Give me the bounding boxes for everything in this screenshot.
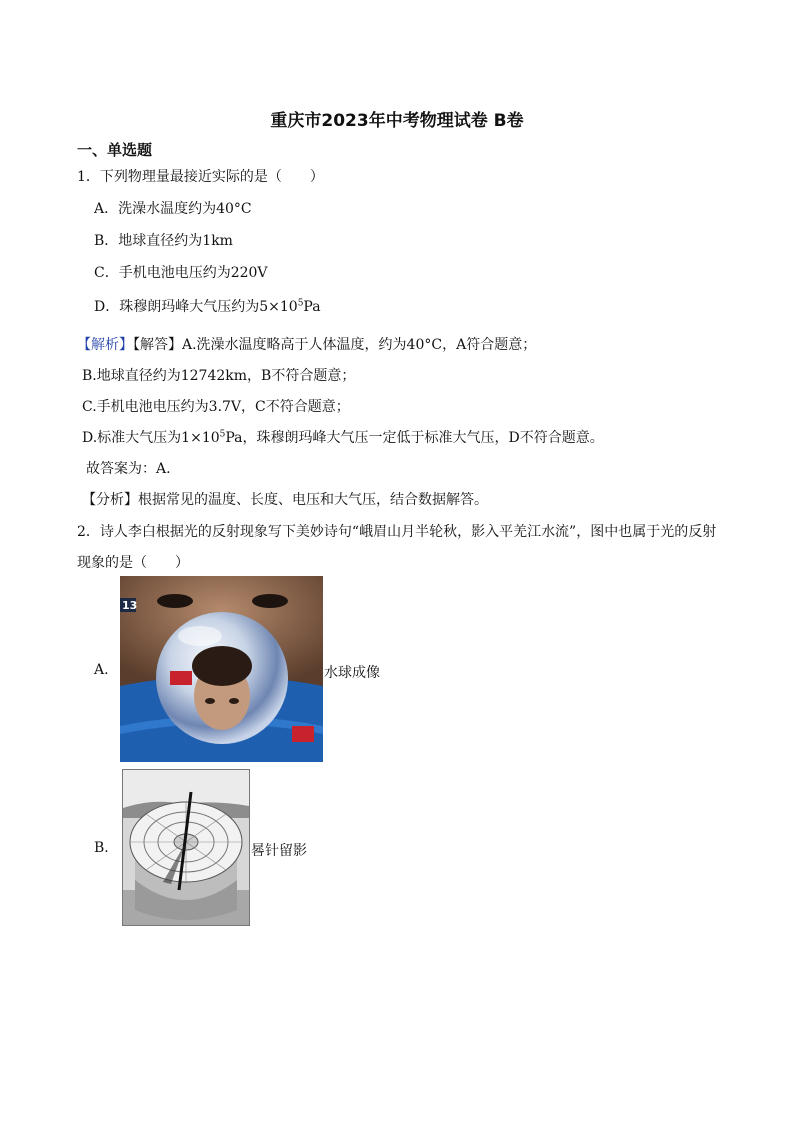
q1-fenxi: 【分析】根据常见的温度、长度、电压和大气压，结合数据解答。: [82, 492, 488, 508]
q1-option-c: C．手机电池电压约为220V: [94, 265, 268, 281]
analysis-text: 【解答】A.洗澡水温度略高于人体温度，约为40°C，A符合题意；: [133, 337, 537, 353]
q1-analysis-line-1: [77, 334, 536, 354]
analysis-line-4-exponent: 5: [219, 429, 226, 440]
section-heading: 一、单选题: [77, 141, 153, 159]
q1-option-b: B．地球直径约为1km: [94, 233, 233, 249]
q1-option-d-unit: Pa: [303, 299, 321, 315]
question-2-stem-line-1: 2．诗人李白根据光的反射现象写下美妙诗句“峨眉山月半轮秋，影入平羌江水流”，图中也属于光的反射: [77, 524, 717, 540]
q2-option-b-letter: B.: [94, 840, 109, 856]
water-ball-photo: [120, 576, 323, 762]
q2-option-b-caption: 晷针留影: [251, 843, 307, 859]
q1-analysis-line-2: B.地球直径约为12742km，B不符合题意；: [82, 368, 356, 384]
question-1-stem: 1．下列物理量最接近实际的是（ ）: [77, 169, 324, 185]
q2-option-a-letter: A.: [94, 662, 109, 678]
photo-badge: 13: [122, 599, 138, 612]
analysis-line-4-text: D.标准大气压为1×10: [82, 430, 220, 446]
q1-option-a: A．洗澡水温度约为40°C: [94, 201, 252, 217]
q1-option-d: [94, 296, 321, 316]
sundial-image: [123, 770, 249, 925]
analysis-line-4-rest: Pa，珠穆朗玛峰大气压一定低于标准大气压，D不符合题意。: [225, 430, 604, 446]
page-title: 重庆市2023年中考物理试卷 B卷: [270, 111, 524, 131]
analysis-tag: 【解析】: [77, 337, 133, 353]
q2-option-a-caption: 水球成像: [324, 665, 380, 681]
q1-answer: 故答案为：A.: [86, 461, 171, 477]
water-ball-image: [120, 576, 323, 762]
q1-analysis-line-4: [82, 427, 604, 447]
q1-option-d-text: D．珠穆朗玛峰大气压约为5×10: [94, 299, 298, 315]
q1-analysis-line-3: C.手机电池电压约为3.7V，C不符合题意；: [82, 399, 350, 415]
question-2-stem-line-2: 现象的是（ ）: [77, 555, 189, 571]
q1-option-d-exponent: 5: [297, 298, 304, 309]
sundial-photo: [122, 769, 250, 926]
